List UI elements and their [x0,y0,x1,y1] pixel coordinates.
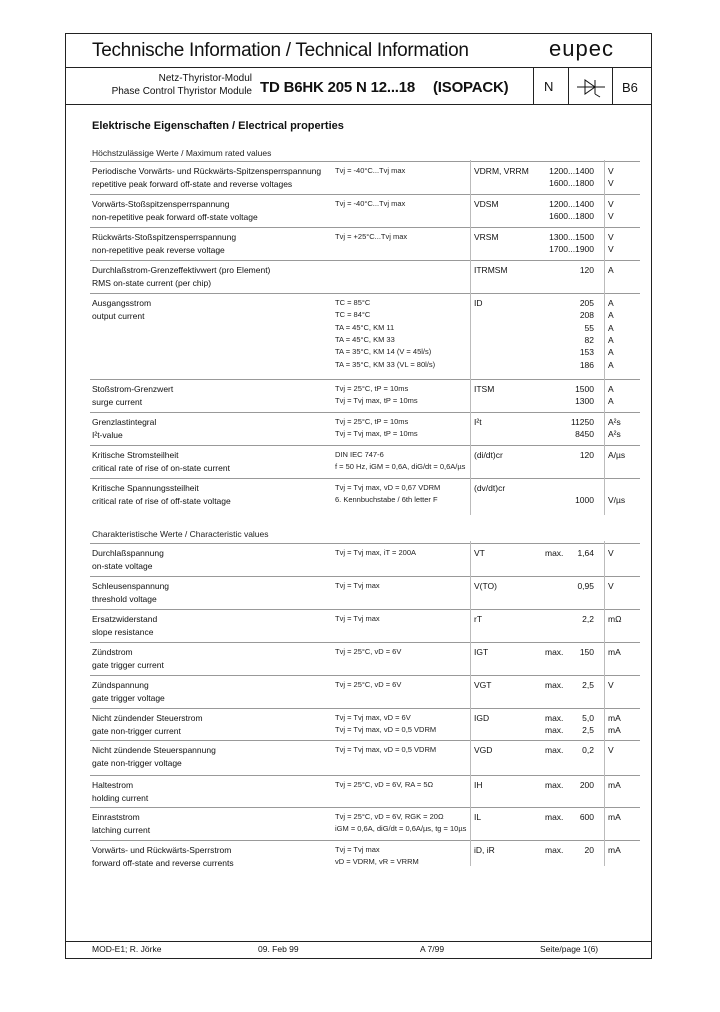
param-name-en: gate non-trigger current [92,726,181,736]
value: 2,5 [582,725,594,736]
value: 186 [579,359,594,370]
header-bottom-divider [65,104,652,105]
unit: mA [608,713,621,723]
condition: TC = 84°C [335,310,371,320]
param-name-en: latching current [92,825,151,835]
condition: Tvj = Tvj max [335,581,380,590]
param-name-de: Schleusenspannung [92,581,170,591]
unit: mA [608,647,621,657]
param-name-en: holding current [92,793,149,803]
value: 1200...1400 [549,166,594,176]
max-label: max. [545,647,564,657]
unit: A/µs [608,450,626,460]
value: 2,5 [582,680,594,690]
page-title: Technische Information / Technical Information [92,40,469,61]
param-name-en: threshold voltage [92,594,157,604]
characteristic-heading: Charakteristische Werte / Characteristic values [92,529,269,539]
condition: TA = 35°C, KM 33 (VL = 80l/s) [335,359,436,369]
unit: A²s [608,417,621,427]
value: 82 [584,334,594,345]
row-separator [90,807,640,808]
part-number-text: TD B6HK 205 N 12...18 [260,79,416,96]
footer-date: 09. Feb 99 [258,944,299,954]
param-name-en: repetitive peak forward off-state and reverse voltages [92,179,293,189]
param-name-en: gate non-trigger voltage [92,758,182,768]
max-label: max. [545,725,564,736]
section-title: Elektrische Eigenschaften / Electrical properties [92,120,344,132]
unit: mA [608,725,621,736]
unit: V [608,581,614,591]
param-name-en: non-repetitive peak reverse voltage [92,245,225,255]
unit: A [608,298,614,308]
symbol: ITRMSM [474,265,508,275]
package-text: (ISOPACK) [433,79,509,96]
unit: mA [608,845,621,855]
condition: 6. Kennbuchstabe / 6th letter F [335,495,438,505]
symbol: rT [474,614,483,624]
unit: A [608,322,614,333]
n-mark: N [544,79,554,94]
symbol: (di/dt)cr [474,450,503,460]
value: 0,2 [582,745,594,755]
unit: V [608,232,614,242]
value: 1,64 [577,548,594,558]
condition: iGM = 0,6A, diG/dt = 0,6A/µs, tg = 10µs [335,824,467,834]
condition: TA = 45°C, KM 11 [335,322,395,332]
symbol: IH [474,780,483,790]
condition: TA = 45°C, KM 33 [335,334,395,344]
footer-author: MOD-E1; R. Jörke [92,944,162,954]
grid-line-unit-2 [604,541,605,866]
thyristor-symbol-icon [575,76,607,98]
condition: f = 50 Hz, iGM = 0,6A, diG/dt = 0,6A/µs [335,462,466,472]
grid-line-sym-1 [470,160,471,515]
row-separator [90,740,640,741]
param-name-en: RMS on-state current (per chip) [92,278,212,288]
value: 1300...1500 [549,232,594,242]
condition: Tvj = 25°C, vD = 6V [335,647,402,656]
condition: Tvj = 25°C, vD = 6V, RA = 5Ω [335,780,434,789]
max-label: max. [545,745,564,755]
param-name-de: Periodische Vorwärts- und Rückwärts-Spitzensperrspannung [92,166,322,176]
value: 1300 [575,396,594,407]
param-name-de: Nicht zündende Steuerspannung [92,745,216,755]
param-name-de: Kritische Stromsteilheit [92,450,179,460]
param-name-de: Ausgangsstrom [92,298,152,308]
symbol: V(TO) [474,581,497,591]
param-name-de: Grenzlastintegral [92,417,157,427]
unit: V [608,548,614,558]
condition: DIN IEC 747-6 [335,450,384,459]
condition: Tvj = Tvj max, iT = 200A [335,548,417,557]
footer-divider [65,941,652,942]
value: 120 [579,450,594,460]
param-name-en: slope resistance [92,627,154,637]
row-separator [90,775,640,776]
row-separator [90,379,640,380]
unit: V [608,178,614,189]
max-label: max. [545,780,564,790]
footer-page: Seite/page 1(6) [540,944,599,954]
param-name-de: Stoßstrom-Grenzwert [92,384,174,394]
condition: Tvj = Tvj max, vD = 0,5 VDRM [335,725,437,735]
condition: Tvj = Tvj max, vD = 0,67 VDRM [335,483,441,492]
condition: Tvj = 25°C, vD = 6V, RGK = 20Ω [335,812,444,821]
row-separator [90,478,640,479]
param-name-de: Durchlaßstrom-Grenzeffektivwert (pro Element) [92,265,271,275]
param-name-de: Einraststrom [92,812,140,822]
grid-line-unit-1 [604,160,605,515]
condition: Tvj = Tvj max, vD = 0,5 VDRM [335,745,437,754]
value: 600 [579,812,594,822]
condition: TC = 85°C [335,298,371,307]
row-separator [90,642,640,643]
param-name-en: forward off-state and reverse currents [92,858,234,868]
symbol: (dv/dt)cr [474,483,506,493]
row-separator [90,543,640,544]
grid-line-sym-2 [470,541,471,866]
value: 55 [584,322,594,333]
unit: A [608,396,614,407]
symbol: I²t [474,417,482,427]
param-name-de: Zündstrom [92,647,133,657]
unit: A [608,359,614,370]
value: 5,0 [582,713,594,723]
value: 1700...1900 [549,244,594,255]
symbol: IGT [474,647,489,657]
param-name-en: on-state voltage [92,561,153,571]
condition: Tvj = Tvj max [335,845,380,854]
symbol: VDRM, VRRM [474,166,529,176]
param-name-en: I²t-value [92,430,123,440]
unit: A [608,310,614,321]
condition: Tvj = -40°C...Tvj max [335,199,406,208]
symbol: ITSM [474,384,495,394]
config-label: B6 [622,80,638,95]
unit: A [608,347,614,358]
header-vsep-3 [612,67,613,104]
unit: mA [608,780,621,790]
unit: V [608,211,614,222]
value: 200 [579,780,594,790]
value: 120 [579,265,594,275]
unit: A [608,334,614,345]
max-label: max. [545,548,564,558]
value: 208 [579,310,594,321]
header-vsep-1 [533,67,534,104]
unit: V [608,166,614,176]
subtitle-en: Phase Control Thyristor Module [111,86,252,97]
condition: Tvj = -40°C...Tvj max [335,166,406,175]
symbol: VGD [474,745,493,755]
row-separator [90,675,640,676]
param-name-de: Vorwärts- und Rückwärts-Sperrstrom [92,845,232,855]
condition: Tvj = 25°C, vD = 6V [335,680,402,689]
param-name-en: gate trigger voltage [92,693,165,703]
param-name-en: surge current [92,397,143,407]
max-rated-heading: Höchstzulässige Werte / Maximum rated values [92,148,272,158]
row-separator [90,609,640,610]
symbol: VDSM [474,199,499,209]
eupec-logo: eupec [549,36,614,61]
condition: Tvj = Tvj max, tP = 10ms [335,429,418,439]
max-label: max. [545,845,564,855]
param-name-de: Durchlaßspannung [92,548,164,558]
row-separator [90,194,640,195]
symbol: ID [474,298,483,308]
symbol: VGT [474,680,492,690]
symbol: VT [474,548,485,558]
unit: A²s [608,429,621,440]
value: 8450 [575,429,594,440]
unit: mΩ [608,614,622,624]
part-number [260,79,508,96]
param-name-de: Vorwärts-Stoßspitzensperrspannung [92,199,230,209]
param-name-de: Nicht zündender Steuerstrom [92,713,203,723]
max-label: max. [545,812,564,822]
condition: Tvj = Tvj max, vD = 6V [335,713,411,722]
unit: V [608,199,614,209]
param-name-de: Rückwärts-Stoßspitzensperrspannung [92,232,237,242]
value: 150 [579,647,594,657]
footer-doc: A 7/99 [420,944,445,954]
row-separator [90,260,640,261]
param-name-de: Zündspannung [92,680,149,690]
value: 1200...1400 [549,199,594,209]
max-label: max. [545,713,564,723]
symbol: IL [474,812,482,822]
row-separator [90,708,640,709]
condition: TA = 35°C, KM 14 (V = 45l/s) [335,347,432,357]
value: 11250 [570,417,594,427]
value: 0,95 [577,581,594,591]
param-name-de: Ersatzwiderstand [92,614,158,624]
header-divider [65,67,652,68]
row-separator [90,445,640,446]
symbol: iD, iR [474,845,495,855]
unit: V [608,745,614,755]
unit: A [608,265,614,275]
row-separator [90,293,640,294]
row-separator [90,412,640,413]
condition: Tvj = 25°C, tP = 10ms [335,417,409,426]
row-separator [90,227,640,228]
unit: mA [608,812,621,822]
row-separator [90,840,640,841]
unit: V [608,244,614,255]
value: 1000 [575,495,594,506]
subtitle-de: Netz-Thyristor-Modul [158,73,252,84]
value: 205 [579,298,594,308]
unit: V [608,680,614,690]
condition: Tvj = Tvj max [335,614,380,623]
param-name-en: gate trigger current [92,660,164,670]
value: 2,2 [582,614,594,624]
param-name-en: non-repetitive peak forward off-state voltage [92,212,258,222]
value: 153 [579,347,594,358]
condition: vD = VDRM, vR = VRRM [335,857,419,867]
row-separator [90,161,640,162]
symbol: IGD [474,713,490,723]
condition: Tvj = +25°C...Tvj max [335,232,408,241]
header-vsep-2 [568,67,569,104]
condition: Tvj = 25°C, tP = 10ms [335,384,409,393]
row-separator [90,576,640,577]
condition: Tvj = Tvj max, tP = 10ms [335,396,418,406]
value: 1500 [575,384,594,394]
max-label: max. [545,680,564,690]
symbol: VRSM [474,232,499,242]
value: 1600...1800 [549,211,594,222]
param-name-en: critical rate of rise of on-state current [92,463,230,473]
param-name-en: output current [92,311,145,321]
param-name-de: Kritische Spannungssteilheit [92,483,199,493]
value: 1600...1800 [549,178,594,189]
param-name-de: Haltestrom [92,780,134,790]
value: 20 [584,845,594,855]
unit: A [608,384,614,394]
param-name-en: critical rate of rise of off-state voltage [92,496,231,506]
unit: V/µs [608,495,626,506]
